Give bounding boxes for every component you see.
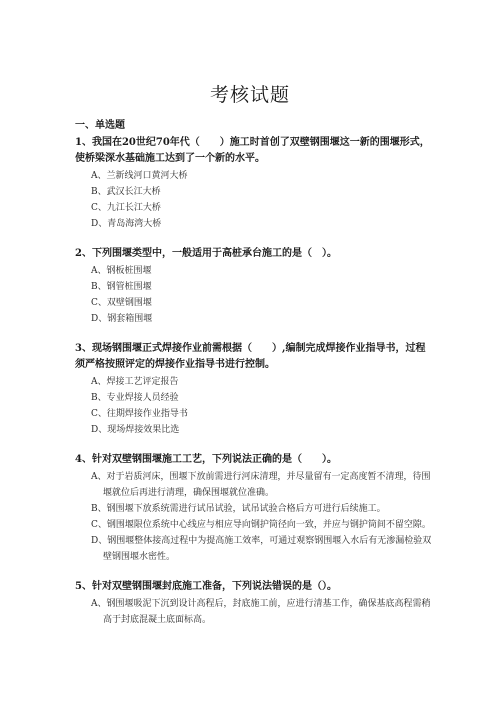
option-list [75,263,435,327]
section-heading: 一、单选题 [75,120,125,131]
option-c: C、钢围堰限位系统中心线应与相应导向钢护筒径向一致，并应与钢护筒间不留空隙。 [91,520,431,530]
page-title: 考核试题 [209,84,290,106]
question-text: 5、针对双壁钢围堰封底施工准备，下列说法错误的是（）。 [75,581,337,592]
option-a: A、钢围堰吸泥下沉到设计高程后，封底施工前，应进行清基工作，确保基底高程需稍高于封底混凝土底面标高。 [91,599,431,625]
option-list [75,596,435,628]
question-3 [75,341,435,438]
option-list [75,469,435,565]
question-text: 3、现场钢围堰正式焊接作业前需根据（ ）,编制完成焊接作业指导书，过程须严格按照评定的焊接作业指导书进行控制。 [75,343,426,370]
option-a: A、焊接工艺评定报告 [91,377,179,387]
option-d: D、钢套箱围堰 [91,314,153,324]
option-a: A、对于岩质河床，围堰下放前需进行河床清理，并尽量留有一定高度暂不清理，待围堰就位后再进行清理，确保围堰就位准确。 [91,472,431,498]
question-4 [75,452,435,565]
question-text: 2、下列围堰类型中，一般适用于高桩承台施工的是（ ）。 [75,248,337,259]
option-d: D、现场焊接效果比选 [91,425,180,435]
option-a: A、钢板桩围堰 [91,266,152,276]
question-2 [75,246,435,327]
option-b: B、钢围堰下放系统需进行试吊试验，试吊试验合格后方可进行后续施工。 [91,504,386,514]
option-b: B、钢管桩围堰 [91,282,152,292]
option-d: D、钢围堰整体接高过程中为提高施工效率，可通过观察钢围堰入水后有无渗漏检验双壁钢围堰水密性。 [91,536,432,562]
option-a: A、兰新线河口黄河大桥 [91,171,188,181]
option-c: C、往期焊接作业指导书 [91,409,188,419]
option-b: B、专业焊接人员经验 [91,393,179,403]
exam-content [75,118,435,642]
question-text: 1、我国在20世纪70年代（ ）施工时首创了双壁钢围堰这一新的围堰形式，使桥梁深水基础施工达到了一个新的水平。 [75,137,430,164]
option-d: D、青岛海湾大桥 [91,219,162,229]
option-c: C、双壁钢围堰 [91,298,152,308]
question-text: 4、针对双壁钢围堰施工工艺，下列说法正确的是（ ）。 [75,454,337,465]
option-b: B、武汉长江大桥 [91,187,161,197]
option-list [75,168,435,232]
option-list [75,374,435,438]
question-5 [75,579,435,628]
option-c: C、九江长江大桥 [91,203,161,213]
question-1 [75,135,435,232]
